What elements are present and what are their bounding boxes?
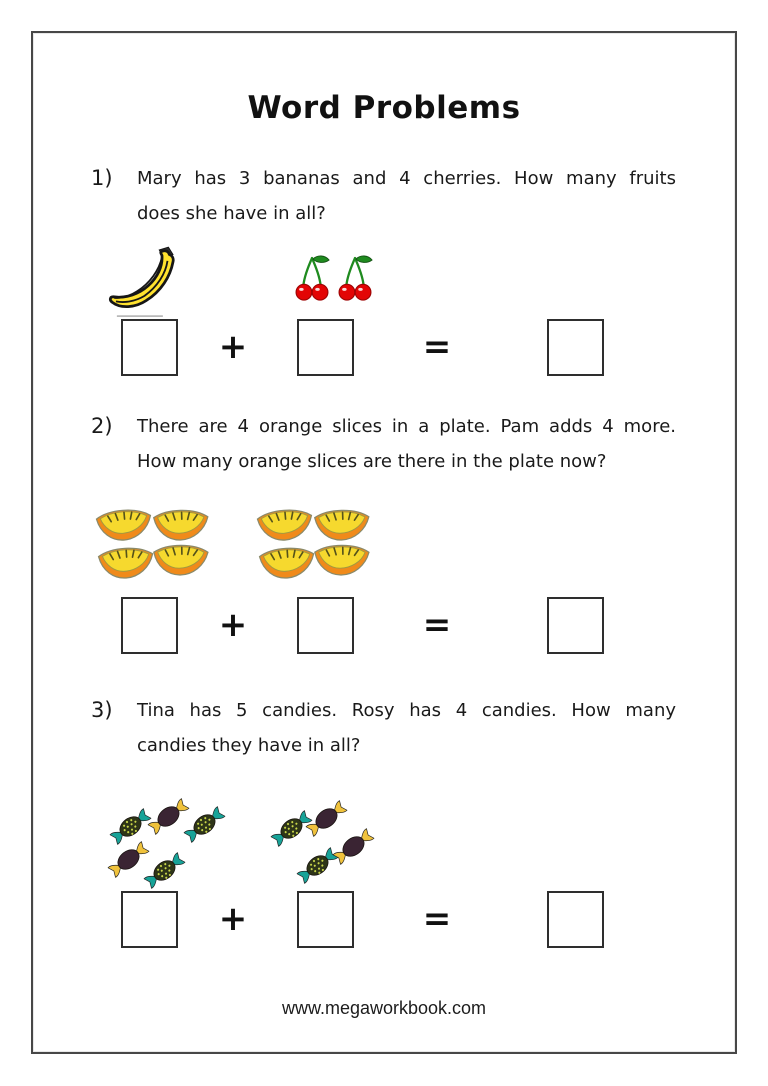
candies-group-2 — [263, 797, 388, 892]
candy-icon — [328, 823, 379, 870]
problem-2-text-line1: There are 4 orange slices in a plate. Pam adds 4 more. — [137, 416, 676, 437]
orange-slices-group-2 — [256, 504, 378, 584]
problem-3-text — [137, 693, 676, 763]
p1-answer-box-sum[interactable] — [547, 319, 604, 376]
p1-equals-sign: = — [422, 327, 452, 367]
website-footer: www.megaworkbook.com — [281, 998, 487, 1018]
p3-answer-box-sum[interactable] — [547, 891, 604, 948]
orange-slice-icon — [152, 538, 211, 578]
p1-answer-box-addend2[interactable] — [297, 319, 354, 376]
worksheet-title: Word Problems — [247, 90, 521, 126]
p2-answer-box-addend1[interactable] — [121, 597, 178, 654]
problem-1-text-line1: Mary has 3 bananas and 4 cherries. How many fruits — [137, 168, 676, 189]
p3-answer-row — [0, 891, 768, 949]
banana-bunch-icon — [104, 246, 196, 324]
p2-answer-box-addend2[interactable] — [297, 597, 354, 654]
problem-1-text — [137, 161, 676, 231]
p3-plus-sign: + — [218, 899, 248, 939]
orange-slices-group-1 — [95, 504, 217, 584]
orange-slice-icon — [93, 502, 154, 546]
p2-answer-box-sum[interactable] — [547, 597, 604, 654]
cherry-pair-icon — [294, 253, 330, 303]
p1-answer-row — [0, 319, 768, 377]
orange-slice-icon — [257, 540, 318, 583]
problem-2-text-line2: How many orange slices are there in the plate now? — [137, 451, 607, 472]
problem-2-number: 2) — [91, 414, 113, 438]
orange-slice-icon — [313, 538, 372, 578]
problem-1-text-line2: does she have in all? — [137, 203, 326, 224]
p3-equals-sign: = — [422, 899, 452, 939]
problem-3-text-line1: Tina has 5 candies. Rosy has 4 candies. How many — [137, 700, 676, 721]
p3-answer-box-addend2[interactable] — [297, 891, 354, 948]
candies-group-1 — [97, 797, 237, 897]
problem-3-text-line2: candies they have in all? — [137, 735, 361, 756]
problem-1-number: 1) — [91, 166, 113, 190]
p2-answer-row — [0, 597, 768, 655]
cherry-pair-icon — [337, 253, 373, 303]
p2-plus-sign: + — [218, 605, 248, 645]
orange-slice-icon — [254, 502, 315, 546]
orange-slice-icon — [96, 540, 157, 583]
p1-answer-box-addend1[interactable] — [121, 319, 178, 376]
p2-equals-sign: = — [422, 605, 452, 645]
cherries-group — [294, 253, 375, 303]
p3-answer-box-addend1[interactable] — [121, 891, 178, 948]
p1-plus-sign: + — [218, 327, 248, 367]
problem-2-text — [137, 409, 676, 479]
problem-3-number: 3) — [91, 698, 113, 722]
candy-icon — [301, 795, 352, 842]
